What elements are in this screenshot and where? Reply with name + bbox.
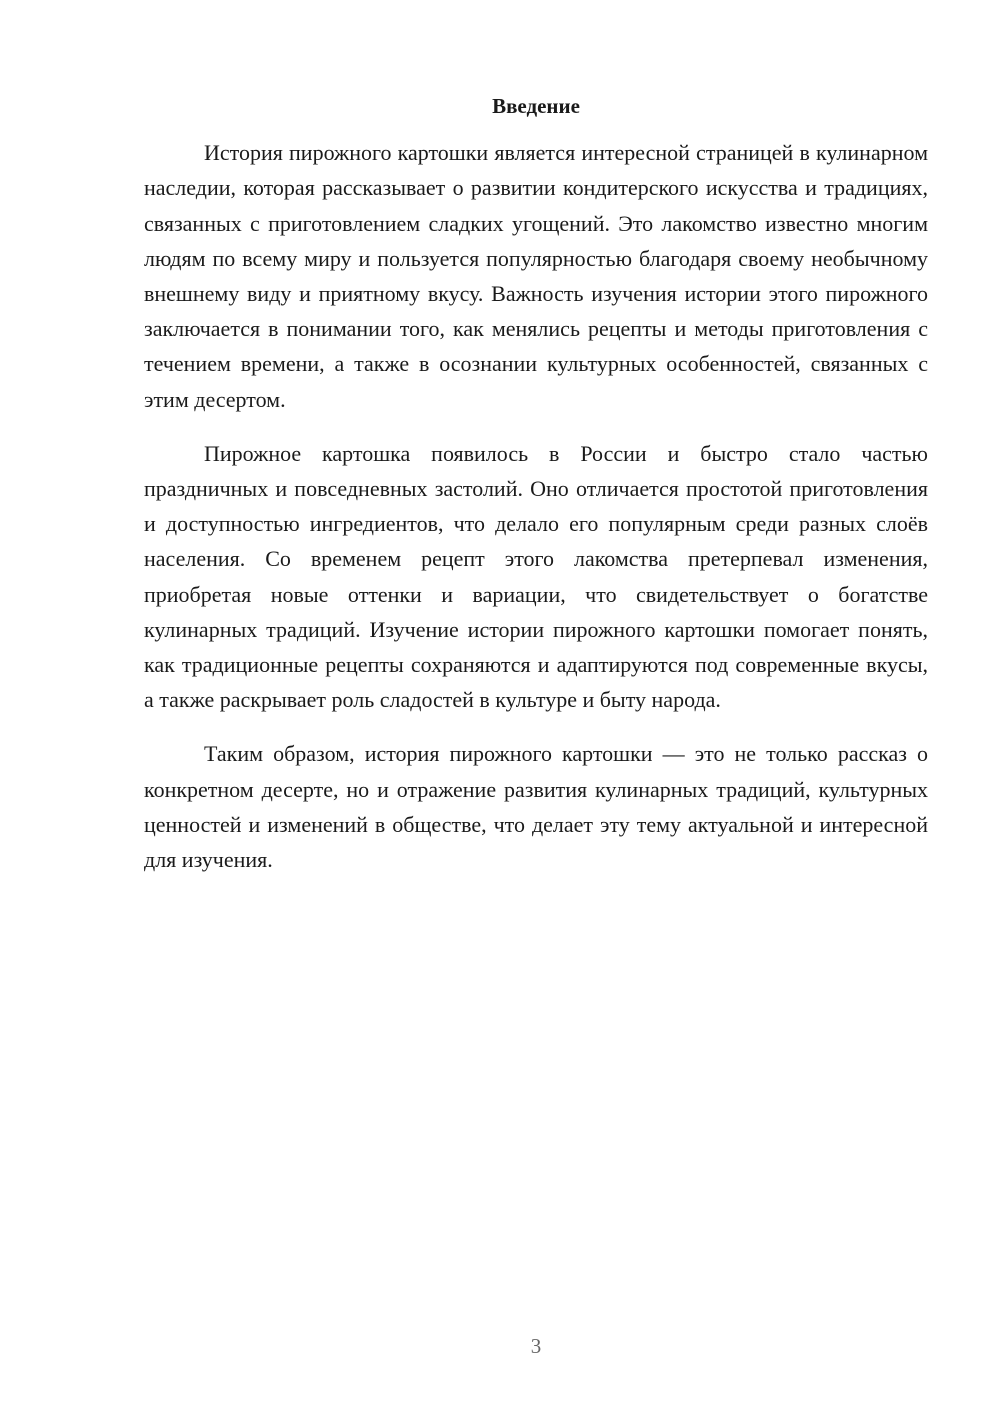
paragraph-3: Таким образом, история пирожного картошки — это не только рассказ о конкретном десерте, но и отражение развития кулинарных традиций, культурных ценностей и изменений в обществе, что делает эту тему актуальной и интересной для изучения. [144,741,928,873]
paragraph-2: Пирожное картошка появилось в России и быстро стало частью праздничных и повседневных застолий. Оно отличается простотой приготовления и доступностью ингредиентов, что делало его популярным среди разных слоёв населения. Со временем рецепт этого лакомства претерпевал изменения, приобретая новые оттенки и вариации, что свидетельствует о богатстве кулинарных традиций. Изучение истории пирожного картошки помогает понять, как традиционные рецепты сохраняются и адаптируются под современные вкусы, а также раскрывает роль сладостей в культуре и быту народа. [144,440,928,713]
paragraph-1: История пирожного картошки является интересной страницей в кулинарном наследии, которая рассказывает о развитии кондитерского искусства и традициях, связанных с приготовлением сладких угощений. Это лакомство известно многим людям по всему миру и пользуется популярностью благодаря своему необычному внешнему виду и приятному вкусу. Важность изучения истории этого пирожного заключается в понимании того, как менялись рецепты и методы приготовления с течением времени, а также в осознании культурных особенностей, связанных с этим десертом. [144,140,928,412]
page-content [144,94,928,896]
section-heading: Введение [492,94,580,118]
page-number: 3 [530,1334,542,1358]
